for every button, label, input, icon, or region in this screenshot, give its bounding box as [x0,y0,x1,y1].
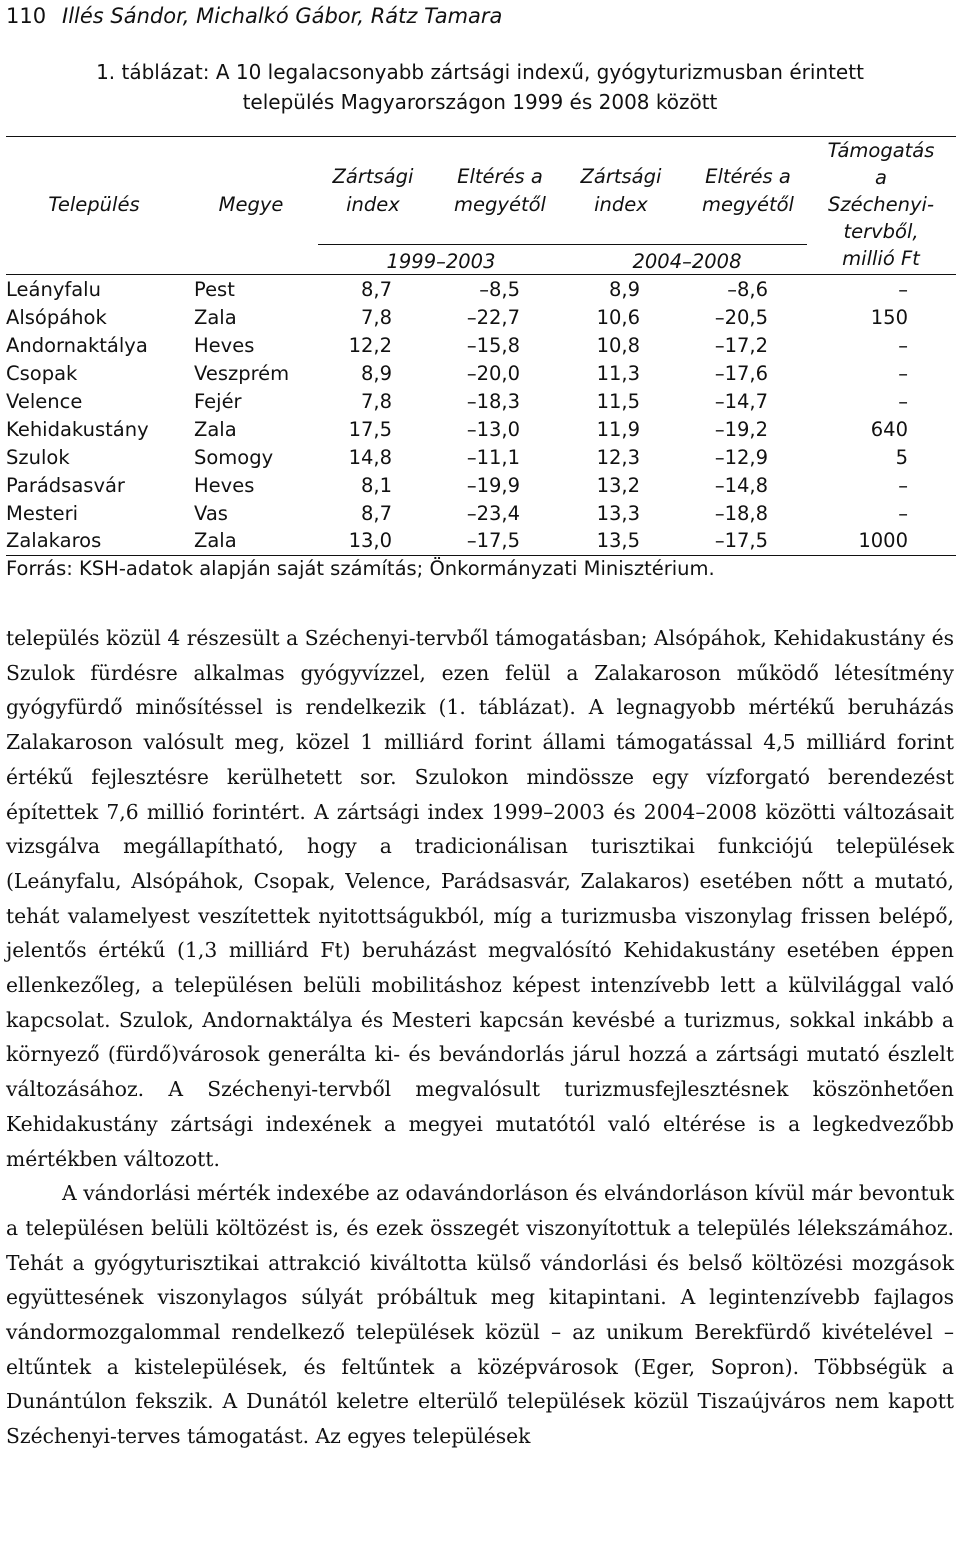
paragraph: A vándorlási mérték indexébe az odavándorláson és elvándorláson kívül már bevontuk a településen belüli költözést is, és ezek összegét viszonyítottuk a település lélekszámához. Tehát a gyógyturisztikai attrakció kiváltotta külső vándorlási és belső költözési mozgások együttesének viszonylagos súlyát próbáltuk meg kitapintani. A legintenzívebb fajlagos vándormozgalommal rendelkező települések közül – az unikum Berekfürdő kivételével – eltűntek a kistelepülések, és feltűntek a középvárosok (Eger, Sopron). Többségük a Dunántúlon fekszik. A Dunától keletre elterülő települések közül Tiszaújváros nem kapott Széchenyi-terves támogatást. Az egyes települések [6,1181,954,1449]
cell-settlement: Szulok [6,446,70,469]
cell-support: – [898,334,908,357]
cell-county: Heves [194,474,255,497]
cell-deviation-1: –22,7 [466,306,520,329]
table-row [0,416,960,444]
cell-closure-index-2: 13,2 [596,474,640,497]
cell-county: Zala [194,306,237,329]
cell-deviation-2: –19,2 [714,418,768,441]
cell-deviation-2: –8,6 [727,278,768,301]
cell-deviation-2: –12,9 [714,446,768,469]
page-number: 110 [6,4,47,28]
cell-deviation-1: –18,3 [466,390,520,413]
caption-line-1: 1. táblázat: A 10 legalacsonyabb zártsági indexű, gyógyturizmusban érintett [96,60,864,84]
header-settlement: Település [48,193,140,216]
cell-closure-index-2: 13,5 [596,529,640,552]
table-bottom-rule [6,555,956,556]
cell-settlement: Andornaktálya [6,334,148,357]
body-text [6,621,954,1454]
cell-county: Zala [194,529,237,552]
cell-closure-index-1: 8,1 [360,474,392,497]
cell-support: – [898,362,908,385]
header-deviation-2: Eltérés a megyétől [702,165,794,216]
cell-county: Vas [194,502,228,525]
cell-deviation-1: –19,9 [466,474,520,497]
cell-support: 150 [870,306,908,329]
table-row [0,444,960,472]
cell-closure-index-2: 8,9 [608,278,640,301]
cell-deviation-1: –23,4 [466,502,520,525]
caption-line-2: település Magyarországon 1999 és 2008 között [242,90,718,114]
table-row [0,332,960,360]
table-row [0,472,960,500]
cell-closure-index-1: 12,2 [348,334,392,357]
cell-closure-index-1: 8,7 [360,278,392,301]
cell-deviation-1: –20,0 [466,362,520,385]
cell-closure-index-2: 11,3 [596,362,640,385]
cell-closure-index-2: 10,6 [596,306,640,329]
header-period-1: 1999–2003 [386,250,496,273]
cell-closure-index-2: 11,9 [596,418,640,441]
cell-settlement: Csopak [6,362,78,385]
cell-settlement: Mesteri [6,502,79,525]
table-row [0,360,960,388]
cell-settlement: Leányfalu [6,278,101,301]
cell-closure-index-1: 7,8 [360,306,392,329]
table-row [0,527,960,555]
cell-support: – [898,474,908,497]
table-source-note: Forrás: KSH-adatok alapján saját számítás; Önkormányzati Minisztérium. [6,557,715,580]
cell-deviation-1: –8,5 [479,278,520,301]
header-closure-index-2: Zártsági index [580,165,662,216]
table-row [0,500,960,528]
header-period-2: 2004–2008 [632,250,742,273]
cell-closure-index-1: 7,8 [360,390,392,413]
cell-support: – [898,278,908,301]
cell-closure-index-2: 10,8 [596,334,640,357]
cell-closure-index-1: 13,0 [348,529,392,552]
header-bottom-rule [6,274,956,275]
cell-settlement: Velence [6,390,83,413]
cell-support: 640 [870,418,908,441]
table-row [0,388,960,416]
cell-closure-index-1: 17,5 [348,418,392,441]
table-row [0,276,960,304]
header-county: Megye [218,193,284,216]
running-head [6,4,502,28]
cell-county: Veszprém [194,362,290,385]
header-closure-index-1: Zártsági index [332,165,414,216]
cell-closure-index-2: 12,3 [596,446,640,469]
cell-deviation-1: –11,1 [466,446,520,469]
authors: Illés Sándor, Michalkó Gábor, Rátz Tamara [62,4,503,28]
cell-county: Fejér [194,390,242,413]
cell-closure-index-2: 11,5 [596,390,640,413]
cell-closure-index-2: 13,3 [596,502,640,525]
cell-settlement: Alsópáhok [6,306,107,329]
header-support: Támogatás a Széchenyi- tervből, millió Ft [827,139,935,270]
cell-support: – [898,390,908,413]
period-rule [318,244,807,245]
cell-county: Pest [194,278,235,301]
cell-support: 5 [895,446,908,469]
cell-closure-index-1: 14,8 [348,446,392,469]
table-row [0,304,960,332]
cell-county: Heves [194,334,255,357]
cell-support: – [898,502,908,525]
cell-settlement: Kehidakustány [6,418,149,441]
cell-deviation-2: –18,8 [714,502,768,525]
cell-deviation-1: –17,5 [466,529,520,552]
cell-deviation-2: –14,7 [714,390,768,413]
cell-deviation-2: –14,8 [714,474,768,497]
paragraph: település közül 4 részesült a Széchenyi-tervből támogatásban; Alsópáhok, Kehidakustány és Szulok fürdésre alkalmas gyógyvízzel, ezen felül a Zalakaroson működő létesítmény gyógyfürdő minősítéssel is rendelkezik (1. táblázat). A legnagyobb mértékű beruházás Zalakaroson valósult meg, közel 1 milliárd forint állami támogatással 4,5 milliárd forint értékű fejlesztésre kerülhetett sor. Szulokon mindössze egy vízforgató berendezést építettek 7,6 millió forintért. A zártsági index 1999–2003 és 2004–2008 közötti változásait vizsgálva megállapítható, hogy a tradicionálisan turisztikai funkciójú települések (Leányfalu, Alsópáhok, Csopak, Velence, Parádsasvár, Zalakaros) esetében nőtt a mutató, tehát valamelyest veszítettek nyitottságukból, míg a turizmusba viszonylag frissen belépő, jelentős értékű (1,3 milliárd Ft) beruházást megvalósító Kehidakustány esetében éppen ellenkezőleg, a településen belüli mobilitáshoz képest intenzívebb lett a külvilággal való kapcsolat. Szulok, Andornaktálya és Mesteri kapcsán kevésbé a turizmus, sokkal inkább a környező (fürdő)városok generálta ki- és bevándorlás járul hozzá a zártsági mutató észlelt változásához. A Széchenyi-tervből megvalósult turizmusfejlesztésnek köszönhetően Kehidakustány zártsági indexének a megyei mutatótól való eltérése is a legkedvezőbb mértékben változott. [6,626,954,1171]
cell-closure-index-1: 8,9 [360,362,392,385]
cell-settlement: Parádsasvár [6,474,125,497]
cell-deviation-2: –17,6 [714,362,768,385]
table-caption [0,57,960,117]
cell-deviation-1: –13,0 [466,418,520,441]
header-deviation-1: Eltérés a megyétől [454,165,546,216]
cell-deviation-2: –17,2 [714,334,768,357]
cell-settlement: Zalakaros [6,529,102,552]
cell-county: Zala [194,418,237,441]
cell-support: 1000 [858,529,908,552]
cell-deviation-1: –15,8 [466,334,520,357]
cell-deviation-2: –17,5 [714,529,768,552]
cell-county: Somogy [194,446,274,469]
cell-closure-index-1: 8,7 [360,502,392,525]
cell-deviation-2: –20,5 [714,306,768,329]
